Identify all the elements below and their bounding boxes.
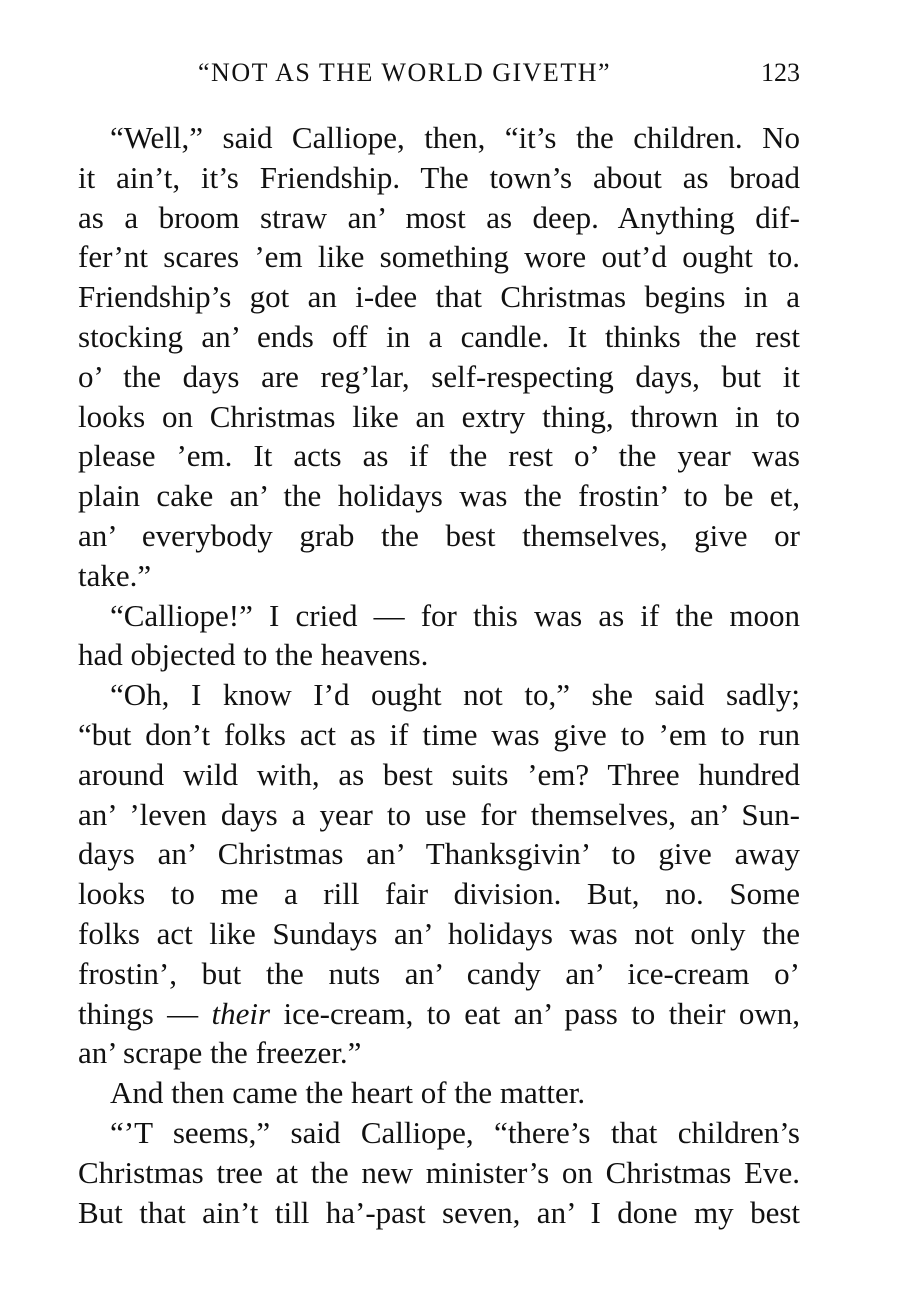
text-line: “but don’t folks act as if time was give to ’em to run (78, 716, 800, 752)
text-line: an’ ’leven days a year to use for themselves, an’ Sun- (78, 796, 800, 832)
text-line: “Calliope!” I cried — for this was as if the moon (110, 597, 800, 633)
text-line: plain cake an’ the holidays was the frostin’ to be et, (78, 478, 800, 514)
line-spacer (270, 996, 283, 1031)
text-line: And then came the heart of the matter. (110, 1075, 586, 1111)
text-line-with-italic (78, 994, 800, 1034)
line-rest: ice-cream, to eat an’ pass to their own, (283, 995, 800, 1031)
text-line: Friendship’s got an i-dee that Christmas begins in a (78, 279, 800, 315)
text-line: fer’nt scares ’em like something wore out’d ought to. (78, 239, 800, 275)
text-line: folks act like Sundays an’ holidays was not only the (78, 915, 800, 951)
text-line: an’ everybody grab the best themselves, give or (78, 517, 800, 553)
text-line: “Oh, I know I’d ought not to,” she said sadly; (110, 677, 800, 713)
text-line: frostin’, but the nuts an’ candy an’ ice-cream o’ (78, 955, 800, 991)
text-line: it ain’t, it’s Friendship. The town’s about as broad (78, 159, 800, 195)
italic-word: their (211, 995, 271, 1031)
text-line: days an’ Christmas an’ Thanksgivin’ to give away (78, 836, 800, 872)
text-line: an’ scrape the freezer.” (78, 1035, 362, 1071)
body-text (78, 118, 800, 1232)
text-line: please ’em. It acts as if the rest o’ the year was (78, 438, 800, 474)
text-line: around wild with, as best suits ’em? Three hundred (78, 756, 800, 792)
text-line: Christmas tree at the new minister’s on Christmas Eve. (78, 1154, 800, 1190)
text-line: as a broom straw an’ most as deep. Anything dif- (78, 199, 800, 235)
text-line: “Well,” said Calliope, then, “it’s the children. No (110, 120, 800, 155)
text-line: looks on Christmas like an extry thing, thrown in to (78, 398, 800, 434)
running-title: “NOT AS THE WORLD GIVETH” (198, 58, 612, 87)
text-line: looks to me a rill fair division. But, no. Some (78, 876, 800, 912)
page-number: 123 (761, 58, 800, 87)
text-line: But that ain’t till ha’-past seven, an’ I done my best (78, 1194, 800, 1230)
text-line: “’T seems,” said Calliope, “there’s that children’s (110, 1114, 800, 1150)
text-line: o’ the days are reg’lar, self-respecting days, but it (78, 358, 800, 394)
text-line: had objected to the heavens. (78, 637, 429, 673)
text-line: stocking an’ ends off in a candle. It thinks the rest (78, 318, 800, 354)
text-line: take.” (78, 557, 152, 593)
line-lead: things — (78, 995, 212, 1031)
running-head (78, 58, 800, 98)
